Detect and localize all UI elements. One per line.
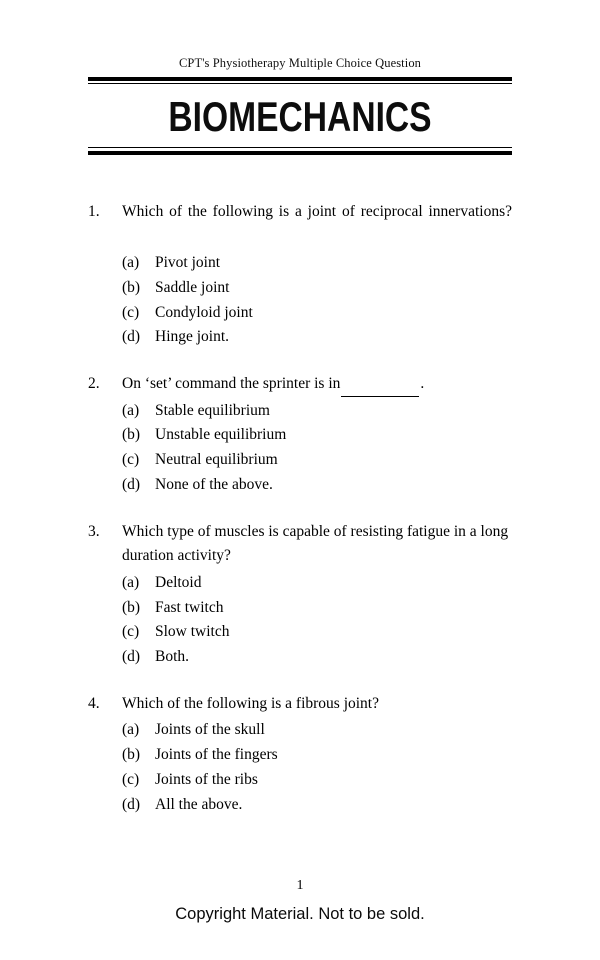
option-letter: (c) [122,623,140,641]
rule-thin-bar [88,83,512,85]
option-text: Deltoid [155,573,202,591]
option-item-b[interactable] [88,596,512,621]
option-letter: (b) [122,426,141,444]
option-letter: (d) [122,328,141,346]
option-text: All the above. [155,795,243,813]
copyright-notice: Copyright Material. Not to be sold. [175,904,425,923]
option-list [88,251,512,350]
option-item-b[interactable] [88,276,512,301]
option-text: Neutral equilibrium [155,451,278,469]
option-item-c[interactable] [88,301,512,326]
option-item-c[interactable] [88,768,512,793]
option-letter: (b) [122,278,141,296]
option-text: Joints of the ribs [155,771,258,789]
question-prompt [88,200,512,249]
option-letter: (d) [122,795,141,813]
option-text: Joints of the fingers [155,746,278,764]
running-head: CPT's Physiotherapy Multiple Choice Question [178,56,422,70]
option-item-b[interactable] [88,423,512,448]
option-letter: (a) [122,253,140,271]
fill-in-blank[interactable] [341,382,419,397]
question-text [122,372,512,396]
option-text: Joints of the skull [155,721,265,739]
option-text: Hinge joint. [155,328,230,346]
option-letter: (b) [122,746,141,764]
option-item-a[interactable] [88,718,512,743]
page-footer [0,878,600,925]
option-letter: (a) [122,573,140,591]
option-text: Slow twitch [155,623,230,641]
option-item-b[interactable] [88,743,512,768]
option-item-a[interactable] [88,399,512,424]
option-letter: (d) [122,648,141,666]
question-prompt [88,692,512,716]
option-letter: (b) [122,598,141,616]
question-number: 3. [88,522,100,540]
option-item-d[interactable] [88,473,512,498]
option-text: Saddle joint [155,278,230,296]
option-item-c[interactable] [88,620,512,645]
option-item-c[interactable] [88,448,512,473]
option-item-d[interactable] [88,645,512,670]
question-text: Which of the following is a joint of reciprocal innervations? [122,203,512,220]
option-letter: (c) [122,451,140,469]
question-prompt [88,520,512,569]
question-prompt [88,372,512,396]
question-item [88,372,512,498]
option-text: Unstable equilibrium [155,426,287,444]
question-list [88,200,512,818]
question-number: 4. [88,694,100,712]
option-item-a[interactable] [88,251,512,276]
option-letter: (c) [122,303,140,321]
rule-thick-bar [88,151,512,156]
option-letter: (a) [122,721,140,739]
question-text-after-blank: . [420,375,425,393]
question-text: Which of the following is a fibrous joint? [122,694,379,712]
option-text: Stable equilibrium [155,401,270,419]
header-rule-bottom [88,147,512,156]
option-item-d[interactable] [88,793,512,818]
page-header [88,56,512,155]
question-item [88,520,512,670]
page-title: BIOMECHANICS [168,93,432,141]
question-item [88,200,512,350]
option-text: None of the above. [155,476,273,494]
option-letter: (c) [122,771,140,789]
question-item [88,692,512,818]
option-list [88,718,512,817]
option-text: Both. [155,648,190,666]
question-number: 1. [88,203,100,220]
question-text-before-blank: On ‘set’ command the sprinter is in [122,375,341,393]
option-text: Pivot joint [155,253,221,271]
option-list [88,399,512,498]
option-text: Fast twitch [155,598,224,616]
option-letter: (a) [122,401,140,419]
question-text: Which type of muscles is capable of resisting fatigue in a long duration activity? [122,522,509,565]
option-letter: (d) [122,476,141,494]
option-item-a[interactable] [88,571,512,596]
header-rule-top [88,77,512,85]
page-number: 1 [296,878,304,893]
option-list [88,571,512,670]
question-number: 2. [88,375,100,393]
option-text: Condyloid joint [155,303,253,321]
option-item-d[interactable] [88,325,512,350]
